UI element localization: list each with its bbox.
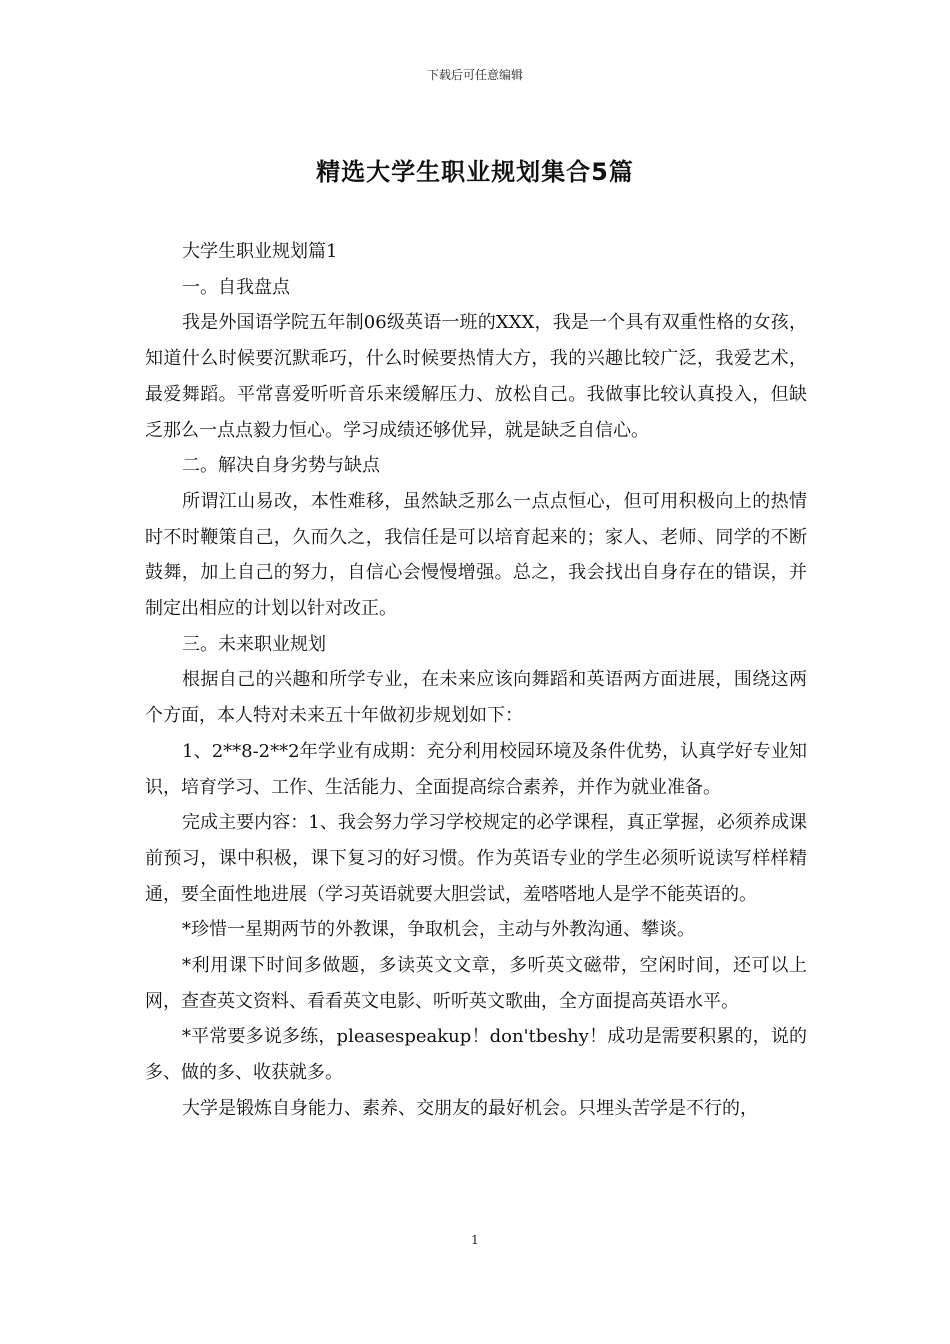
- body-paragraph: 我是外国语学院五年制06级英语一班的XXX，我是一个具有双重性格的女孩，知道什么时候要沉默乖巧，什么时候要热情大方，我的兴趣比较广泛，我爱艺术，最爱舞蹈。平常喜爱听听音乐来缓解压力、放松自己。我做事比较认真投入，但缺乏那么一点点毅力恒心。学习成绩还够优异，就是缺乏自信心。: [145, 312, 807, 441]
- subsection-heading: 二。解决自身劣势与缺点: [182, 455, 380, 477]
- body-paragraph: 所谓江山易改，本性难移，虽然缺乏那么一点点恒心，但可用积极向上的热情时不时鞭策自己，久而久之，我信任是可以培育起来的；家人、老师、同学的不断鼓舞，加上自己的努力，自信心会慢慢增强。总之，我会找出自身存在的错误，并制定出相应的计划以针对改正。: [145, 490, 807, 620]
- body-paragraph: 大学是锻炼自身能力、素养、交朋友的最好机会。只埋头苦学是不行的，: [182, 1097, 758, 1119]
- body-paragraph: 完成主要内容：1、我会努力学习学校规定的必学课程，真正掌握，必须养成课前预习，课中积极，课下复习的好习惯。作为英语专业的学生必须听说读写样样精通，要全面性地进展（学习英语就要大胆尝试，羞嗒嗒地人是学不能英语的。: [145, 812, 807, 905]
- document-body: [145, 234, 807, 1127]
- bullet-paragraph: *平常要多说多练，pleasespeakup！don'tbeshy！成功是需要积累的，说的多、做的多、收获就多。: [145, 1026, 807, 1084]
- document-title: 精选大学生职业规划集合5篇: [316, 158, 634, 186]
- page-number: 1: [471, 1233, 479, 1247]
- subsection-heading: 三。未来职业规划: [182, 633, 326, 655]
- body-paragraph: 根据自己的兴趣和所学专业，在未来应该向舞蹈和英语两方面进展，围绕这两个方面，本人特对未来五十年做初步规划如下：: [145, 669, 807, 727]
- page-header: 下载后可任意编辑: [426, 68, 523, 82]
- section-heading: 大学生职业规划篇1: [182, 241, 338, 262]
- bullet-paragraph: *珍惜一星期两节的外教课，争取机会，主动与外教沟通、攀谈。: [182, 919, 695, 941]
- subsection-heading: 一。自我盘点: [182, 276, 290, 298]
- body-paragraph: 1、2**8-2**2年学业有成期：充分利用校园环境及条件优势，认真学好专业知识，培育学习、工作、生活能力、全面提高综合素养，并作为就业准备。: [145, 740, 807, 798]
- bullet-paragraph: *利用课下时间多做题，多读英文文章，多听英文磁带，空闲时间，还可以上网，查查英文资料、看看英文电影、听听英文歌曲，全方面提高英语水平。: [145, 955, 807, 1012]
